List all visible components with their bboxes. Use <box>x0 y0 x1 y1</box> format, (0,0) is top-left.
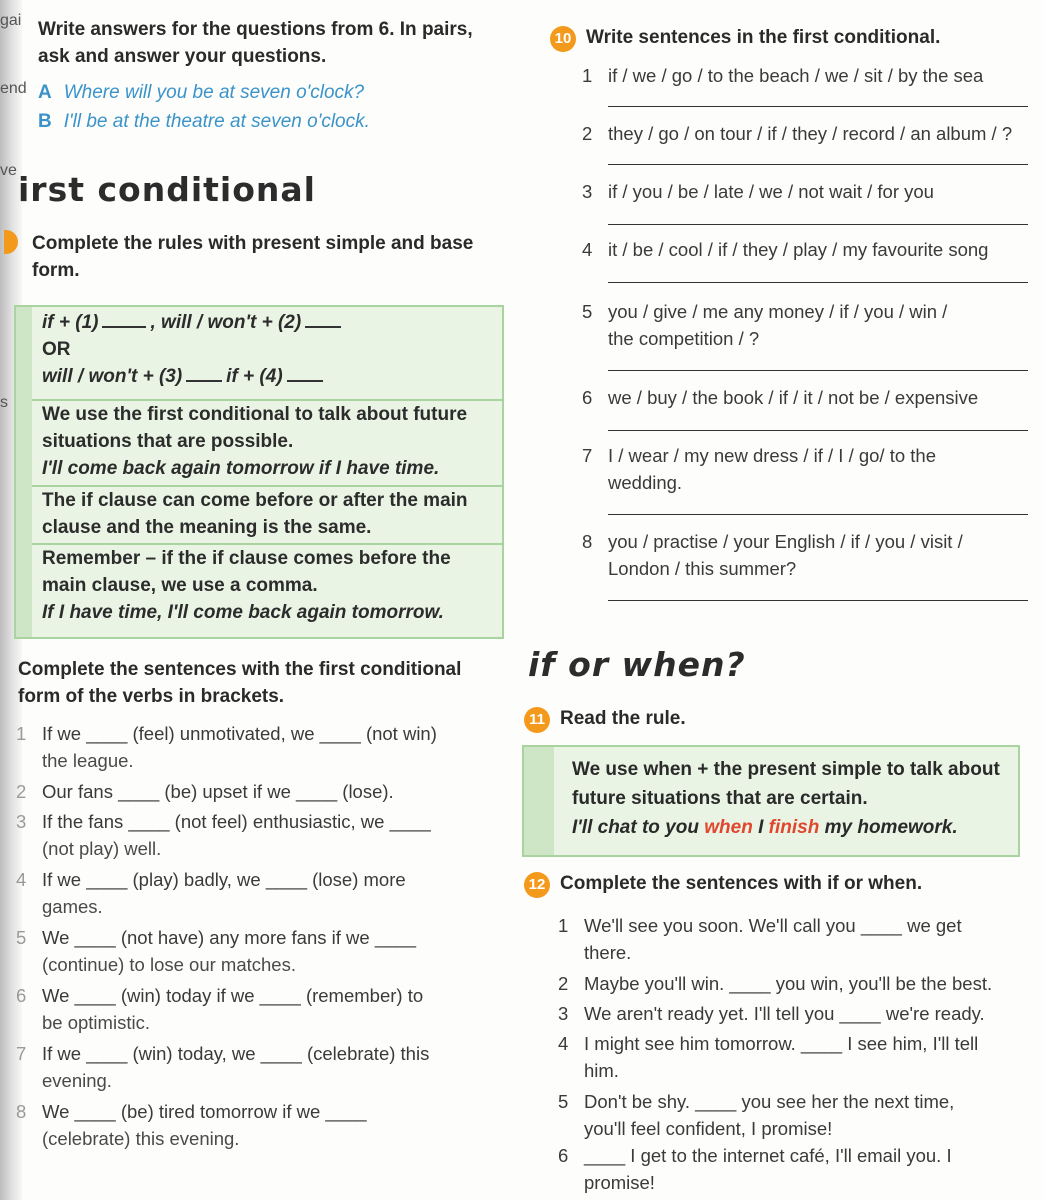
item-text-line-2: London / this summer? <box>608 558 797 579</box>
answer-line[interactable] <box>608 224 1028 225</box>
list-item <box>16 1040 482 1094</box>
speaker-label: A <box>38 82 52 103</box>
item-text-line-1: If we ____ (feel) unmotivated, we ____ (not win) <box>42 723 437 744</box>
item-number: 6 <box>582 387 593 408</box>
item-text-line-2: (celebrate) this evening. <box>42 1128 240 1149</box>
exercise-10-list <box>582 62 1028 622</box>
gutter-fragment: ve <box>0 162 17 179</box>
section-title-if-or-when: if or when? <box>528 645 746 684</box>
list-item <box>16 808 482 862</box>
item-number: 3 <box>16 811 27 832</box>
answer-line[interactable] <box>608 282 1028 283</box>
list-item <box>558 1000 1024 1027</box>
rule-use-text: We use the first conditional to talk about future situations that are possible. <box>42 404 468 452</box>
exercise-11-instruction: Read the rule. <box>560 708 686 729</box>
when-rule-box <box>522 745 1020 857</box>
example-part: my homework. <box>819 817 958 838</box>
example-part: I <box>752 817 769 838</box>
rule-blank-1 <box>102 326 146 328</box>
item-number: 4 <box>558 1033 569 1054</box>
item-text-line-2: there. <box>584 942 632 963</box>
list-item <box>558 1030 1024 1084</box>
item-number: 2 <box>558 973 569 994</box>
rules-instruction: Complete the rules with present simple and base form. <box>32 233 474 281</box>
rule-form-line-3 <box>42 363 492 390</box>
rules-order-row <box>32 485 502 545</box>
section-title-first-conditional: irst conditional <box>18 170 316 209</box>
answer-line[interactable] <box>608 600 1028 601</box>
item-number: 6 <box>558 1145 569 1166</box>
list-item <box>582 178 1044 205</box>
rules-use-row <box>32 399 502 487</box>
item-text-line-2: the league. <box>42 750 134 771</box>
rule-order-text: The if clause can come before or after the main clause and the meaning is the same. <box>42 490 468 538</box>
item-text-line-1: ____ I get to the internet café, I'll email you. I <box>584 1145 952 1166</box>
rule-form-if: if + (1) <box>42 312 99 333</box>
sentences-exercise-header <box>18 656 488 710</box>
item-text-line-1: if / we / go / to the beach / we / sit / by the sea <box>608 65 984 86</box>
answer-line[interactable] <box>608 370 1028 371</box>
dialogue-line-a <box>38 78 478 107</box>
rules-box-stripe <box>16 307 32 637</box>
exercise-number-badge: 10 <box>550 26 576 52</box>
item-number: 8 <box>582 531 593 552</box>
item-number: 3 <box>558 1003 569 1024</box>
gutter-fragment: end <box>0 80 27 97</box>
item-text-line-2: be optimistic. <box>42 1012 150 1033</box>
when-rule-line-1: We use when + the present simple to talk about <box>572 759 1000 780</box>
when-rule-content <box>572 755 1008 842</box>
item-number: 2 <box>582 123 593 144</box>
rule-comma-example: If I have time, I'll come back again tomorrow. <box>42 602 444 623</box>
item-text-line-1: We ____ (win) today if we ____ (remember) to <box>42 985 424 1006</box>
item-text-line-2: the competition / ? <box>608 328 760 349</box>
rules-form-row <box>32 307 502 401</box>
dialogue-text: I'll be at the theatre at seven o'clock. <box>63 111 370 132</box>
list-item <box>16 924 482 978</box>
answer-line[interactable] <box>608 514 1028 515</box>
item-text-line-2: him. <box>584 1060 619 1081</box>
list-item <box>16 1098 482 1152</box>
rule-form-line-1 <box>42 309 492 336</box>
example-part: I'll chat to you <box>572 817 705 838</box>
item-number: 5 <box>16 927 27 948</box>
item-text-line-1: if / you / be / late / we / not wait / for you <box>608 181 934 202</box>
list-item <box>582 120 1044 147</box>
exercise-9-instruction: Write answers for the questions from 6. In pairs, ask and answer your questions. <box>38 19 473 67</box>
answer-line[interactable] <box>608 430 1028 431</box>
list-item <box>558 912 1024 966</box>
list-item <box>582 236 1044 263</box>
item-text-line-1: Our fans ____ (be) upset if we ____ (lose). <box>42 781 394 802</box>
item-text-line-1: We ____ (be) tired tomorrow if we ____ <box>42 1101 367 1122</box>
dialogue-line-b <box>38 107 478 136</box>
dialogue-text: Where will you be at seven o'clock? <box>63 82 365 103</box>
rule-form-or: OR <box>42 339 71 360</box>
item-number: 6 <box>16 985 27 1006</box>
item-text-line-1: you / practise / your English / if / you / visit / <box>608 531 963 552</box>
item-text-line-1: If we ____ (play) badly, we ____ (lose) more <box>42 869 406 890</box>
item-text-line-2: games. <box>42 896 103 917</box>
exercise-11-header <box>524 705 1004 733</box>
item-text-line-2: (continue) to lose our matches. <box>42 954 296 975</box>
example-highlight-when: when <box>704 817 753 838</box>
speaker-label: B <box>38 111 52 132</box>
list-item <box>16 866 482 920</box>
item-number: 3 <box>582 181 593 202</box>
sentences-list <box>16 720 492 1160</box>
exercise-12-header <box>524 870 1014 898</box>
list-item <box>558 970 1024 997</box>
item-text-line-2: promise! <box>584 1172 655 1193</box>
answer-line[interactable] <box>608 164 1028 165</box>
item-number: 7 <box>582 445 593 466</box>
item-text-line-1: We aren't ready yet. I'll tell you ____ we're ready. <box>584 1003 985 1024</box>
answer-line[interactable] <box>608 106 1028 107</box>
gutter-fragment: s <box>0 394 8 411</box>
list-item <box>582 442 1044 496</box>
list-item <box>558 1142 1024 1196</box>
grammar-rules-box <box>14 305 504 639</box>
item-number: 5 <box>582 301 593 322</box>
item-text-line-1: I / wear / my new dress / if / I / go/ to the <box>608 445 936 466</box>
item-number: 1 <box>16 723 27 744</box>
list-item <box>16 720 482 774</box>
item-text-line-1: you / give / me any money / if / you / win / <box>608 301 948 322</box>
list-item <box>16 982 482 1036</box>
rules-exercise-header <box>32 230 492 284</box>
rule-form-will-won't: will / won't + (3) <box>42 366 183 387</box>
rules-comma-row <box>32 543 502 633</box>
rule-blank-3 <box>186 380 222 382</box>
item-text-line-1: If the fans ____ (not feel) enthusiastic, we ____ <box>42 811 431 832</box>
list-item <box>582 298 1044 352</box>
rule-blank-4 <box>287 380 323 382</box>
sentences-instruction: Complete the sentences with the first conditional form of the verbs in brackets. <box>18 659 462 707</box>
item-number: 5 <box>558 1091 569 1112</box>
item-text-line-1: We'll see you soon. We'll call you ____ we get <box>584 915 962 936</box>
exercise-10-instruction: Write sentences in the first conditional. <box>586 27 941 48</box>
rule-use-example: I'll come back again tomorrow if I have time. <box>42 458 440 479</box>
item-text-line-2: wedding. <box>608 472 683 493</box>
list-item <box>558 1088 1024 1142</box>
exercise-number-badge: 11 <box>524 707 550 733</box>
example-dialogue <box>38 78 478 136</box>
rule-form-will: , will / won't + (2) <box>150 312 302 333</box>
when-rule-example <box>572 813 1008 842</box>
rule-box-stripe <box>524 747 554 855</box>
item-number: 1 <box>558 915 569 936</box>
item-text-line-2: evening. <box>42 1070 112 1091</box>
item-number: 7 <box>16 1043 27 1064</box>
item-text-line-2: (not play) well. <box>42 838 162 859</box>
rule-comma-text: Remember – if the if clause comes before the main clause, we use a comma. <box>42 548 451 596</box>
item-text-line-1: Don't be shy. ____ you see her the next time, <box>584 1091 955 1112</box>
exercise-10-header <box>550 24 1030 52</box>
item-text-line-1: it / be / cool / if / they / play / my favourite song <box>608 239 989 260</box>
exercise-12-instruction: Complete the sentences with if or when. <box>560 873 923 894</box>
list-item <box>16 778 482 805</box>
example-highlight-finish: finish <box>768 817 820 838</box>
rule-form-if-2: if + (4) <box>226 366 283 387</box>
item-text-line-1: If we ____ (win) today, we ____ (celebrate) this <box>42 1043 430 1064</box>
list-item <box>582 384 1044 411</box>
item-text-line-1: they / go / on tour / if / they / record / an album / ? <box>608 123 1013 144</box>
item-number: 4 <box>582 239 593 260</box>
list-item <box>582 62 1044 89</box>
item-number: 2 <box>16 781 27 802</box>
item-text-line-2: you'll feel confident, I promise! <box>584 1118 833 1139</box>
item-number: 1 <box>582 65 593 86</box>
exercise-number-badge: 12 <box>524 872 550 898</box>
item-text-line-1: we / buy / the book / if / it / not be / expensive <box>608 387 979 408</box>
item-number: 4 <box>16 869 27 890</box>
rule-blank-2 <box>305 326 341 328</box>
item-number: 8 <box>16 1101 27 1122</box>
gutter-fragment: gai <box>0 12 22 29</box>
item-text-line-1: I might see him tomorrow. ____ I see him, I'll tell <box>584 1033 979 1054</box>
list-item <box>582 528 1044 582</box>
item-text-line-1: Maybe you'll win. ____ you win, you'll be the best. <box>584 973 993 994</box>
when-rule-line-2: future situations that are certain. <box>572 788 868 809</box>
item-text-line-1: We ____ (not have) any more fans if we ____ <box>42 927 416 948</box>
exercise-12-list <box>558 912 1024 1193</box>
